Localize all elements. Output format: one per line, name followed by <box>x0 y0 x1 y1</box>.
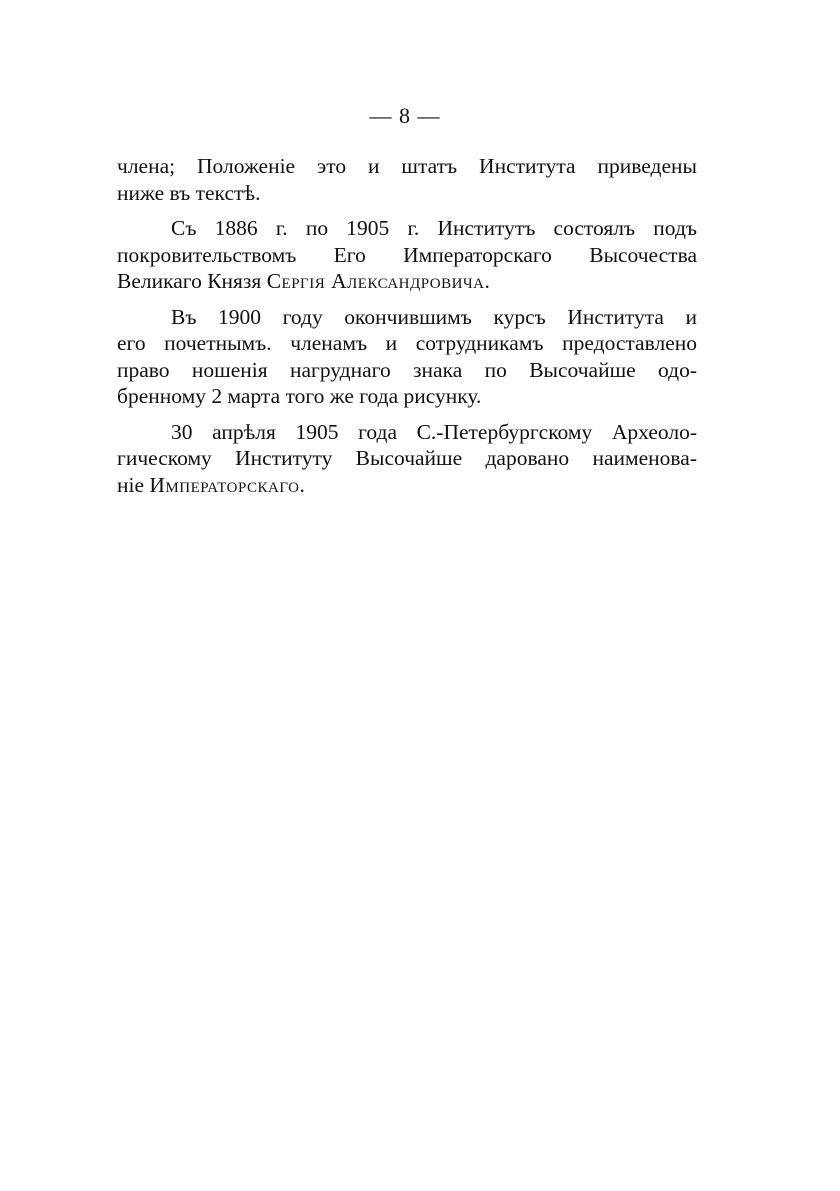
text-fragment: Великаго Князя <box>117 269 267 293</box>
text-line: Въ 1900 году окончившимъ курсъ Института и <box>171 304 697 329</box>
smallcaps-title: Императорскаго. <box>149 472 306 497</box>
text-line <box>117 268 697 295</box>
page-number: — 8 — <box>369 103 441 128</box>
text-line: гическому Институту Высочайше даровано наименова- <box>117 446 697 470</box>
paragraph-1 <box>117 153 697 206</box>
text-line: его почетнымъ. членамъ и сотрудникамъ предоставлено <box>117 331 697 355</box>
paragraph-2 <box>117 215 697 295</box>
paragraph-4 <box>117 419 697 499</box>
text-line: право ношенiя нагруднаго знака по Высочайше одо- <box>117 357 697 382</box>
paragraph-3 <box>117 304 697 410</box>
text-line: члена; Положенiе это и штатъ Института приведены <box>117 154 697 178</box>
text-line: бренному 2 марта того же года рисунку. <box>117 384 482 408</box>
body-text <box>117 153 697 498</box>
text-line: покровительствомъ Его Императорскаго Высочества <box>117 242 697 267</box>
text-line <box>117 472 697 499</box>
text-line: 30 апрѣля 1905 года С.-Петербургскому Археоло- <box>171 419 697 444</box>
smallcaps-name: Сергiя Александровича. <box>266 269 491 293</box>
text-line: Съ 1886 г. по 1905 г. Институтъ состоялъ подъ <box>171 216 697 240</box>
text-line: ниже въ текстѣ. <box>117 180 261 205</box>
text-fragment: нiе <box>117 472 150 497</box>
